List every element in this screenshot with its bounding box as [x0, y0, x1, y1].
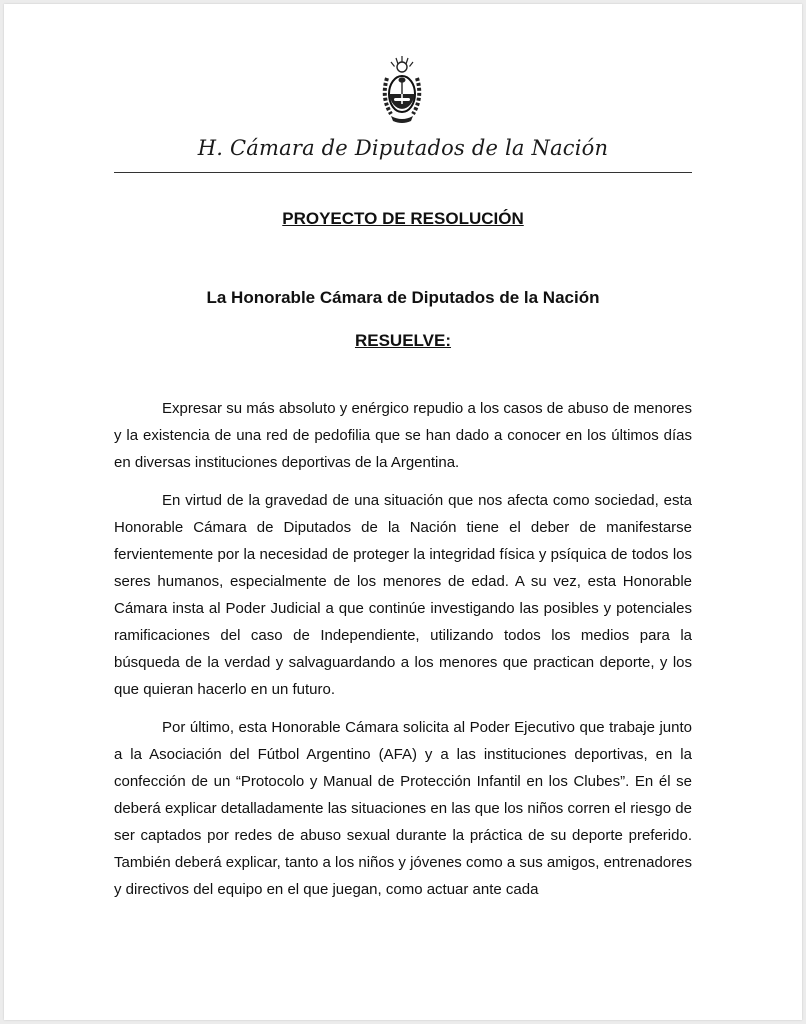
issuer-heading: La Honorable Cámara de Diputados de la Nación: [206, 288, 600, 307]
paragraph-1: Expresar su más absoluto y enérgico repudio a los casos de abuso de menores y la existencia de una red de pedofilia que se han dado a conocer en los últimos días en diversas instituciones deportivas de la Argentina.: [114, 400, 692, 471]
resolution-body: [114, 395, 692, 914]
resolve-heading: RESUELVE:: [354, 331, 452, 350]
coat-of-arms-icon: [377, 54, 427, 126]
chamber-name-logotype: H. Cámara de Diputados de la Nación: [197, 136, 609, 160]
header-divider: [114, 172, 692, 173]
document-title: PROYECTO DE RESOLUCIÓN: [282, 209, 524, 228]
paragraph-3: Por último, esta Honorable Cámara solicita al Poder Ejecutivo que trabaje junto a la Asociación del Fútbol Argentino (AFA) y a las instituciones deportivas, en la confección de un “Protocolo y Manual de Protección Infantil en los Clubes”. En él se deberá explicar detalladamente las situaciones en las que los niños corren el riesgo de ser captados por redes de abuso sexual durante la práctica de su deporte preferido. También deberá explicar, tanto a los niños y jóvenes como a sus amigos, entrenadores y directivos del equipo en el que juegan, como actuar ante cada: [114, 719, 692, 898]
paragraph-2: En virtud de la gravedad de una situación que nos afecta como sociedad, esta Honorable Cámara de Diputados de la Nación tiene el deber de manifestarse fervientemente por la necesidad de proteger la integridad física y psíquica de todos los seres humanos, especialmente de los menores de edad. A su vez, esta Honorable Cámara insta al Poder Judicial a que continúe investigando las posibles y potenciales ramificaciones del caso de Independiente, utilizando todos los medios para la búsqueda de la verdad y salvaguardando a los menores que practican deporte, y los que quieran hacerlo en un futuro.: [114, 492, 692, 698]
document-page: [4, 4, 802, 1020]
